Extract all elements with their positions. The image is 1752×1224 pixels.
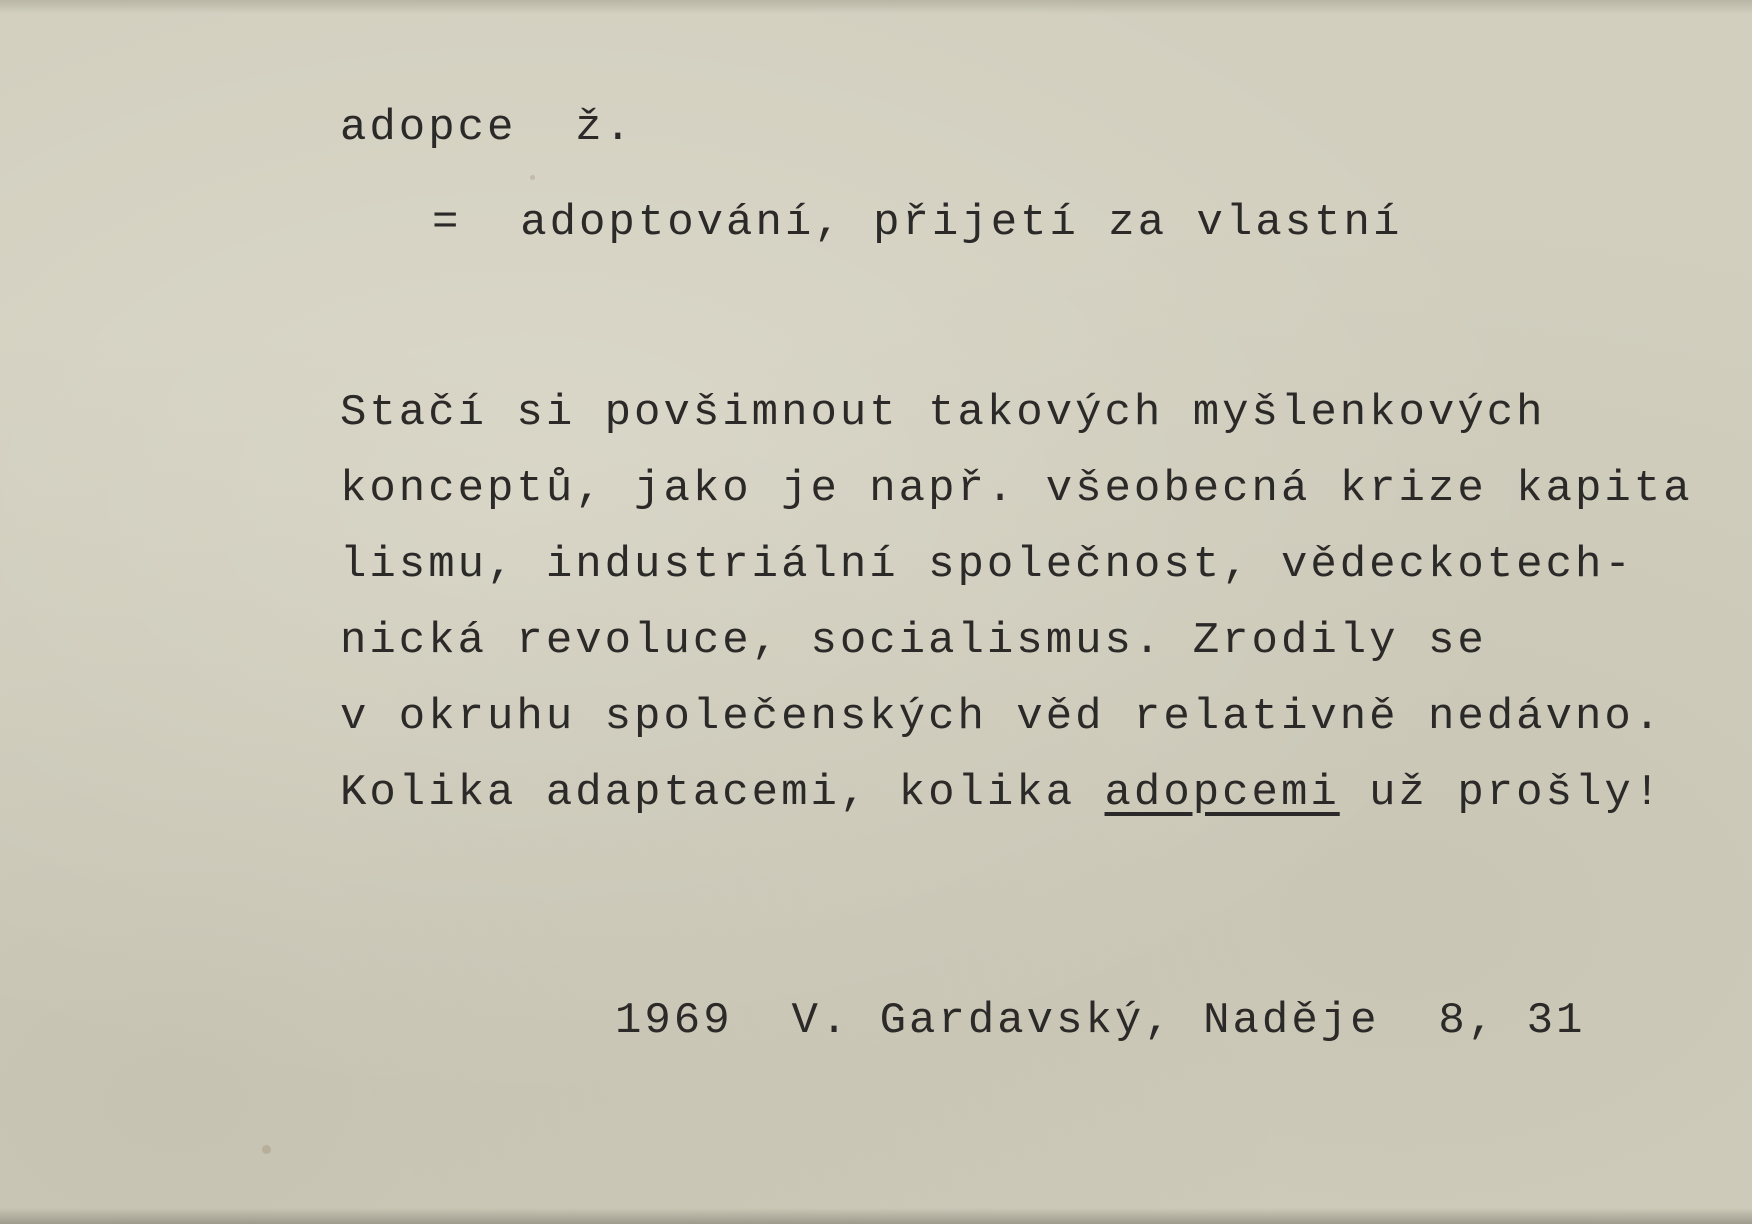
quote-line: nická revoluce, socialismus. Zrodily se <box>340 616 1487 666</box>
paper-stain <box>530 175 535 180</box>
quote-line: v okruhu společenských věd relativně nedávno. <box>340 692 1664 742</box>
paper-stain <box>262 1145 271 1154</box>
card-top-edge <box>0 0 1752 14</box>
definition-marker: = <box>432 198 462 248</box>
headword-line <box>340 103 634 153</box>
quote-last-line <box>340 755 1693 831</box>
grammar-label: ž. <box>575 103 635 153</box>
quote-line: Stačí si povšimnout takových myšlenkových <box>340 388 1546 438</box>
citation-year: 1969 <box>615 996 733 1046</box>
definition-text: adoptování, přijetí za vlastní <box>520 198 1403 248</box>
headword: adopce <box>340 103 517 153</box>
card-bottom-edge <box>0 1208 1752 1224</box>
definition-line <box>432 198 1402 248</box>
citation-work: Naděje <box>1203 996 1380 1046</box>
underlined-headword-use: adopcemi <box>1104 768 1340 818</box>
quote-line: konceptů, jako je např. všeobecná krize kapita <box>340 464 1693 514</box>
quote-last-line-start: Kolika adaptacemi, kolika <box>340 768 1105 818</box>
quotation <box>340 375 1693 831</box>
quote-line: lismu, industriální společnost, vědeckotech- <box>340 540 1634 590</box>
citation-author: V. Gardavský, <box>791 996 1174 1046</box>
citation-pages: 8, 31 <box>1438 996 1586 1046</box>
citation <box>615 996 1585 1046</box>
quote-last-line-end: už prošly! <box>1339 768 1664 818</box>
